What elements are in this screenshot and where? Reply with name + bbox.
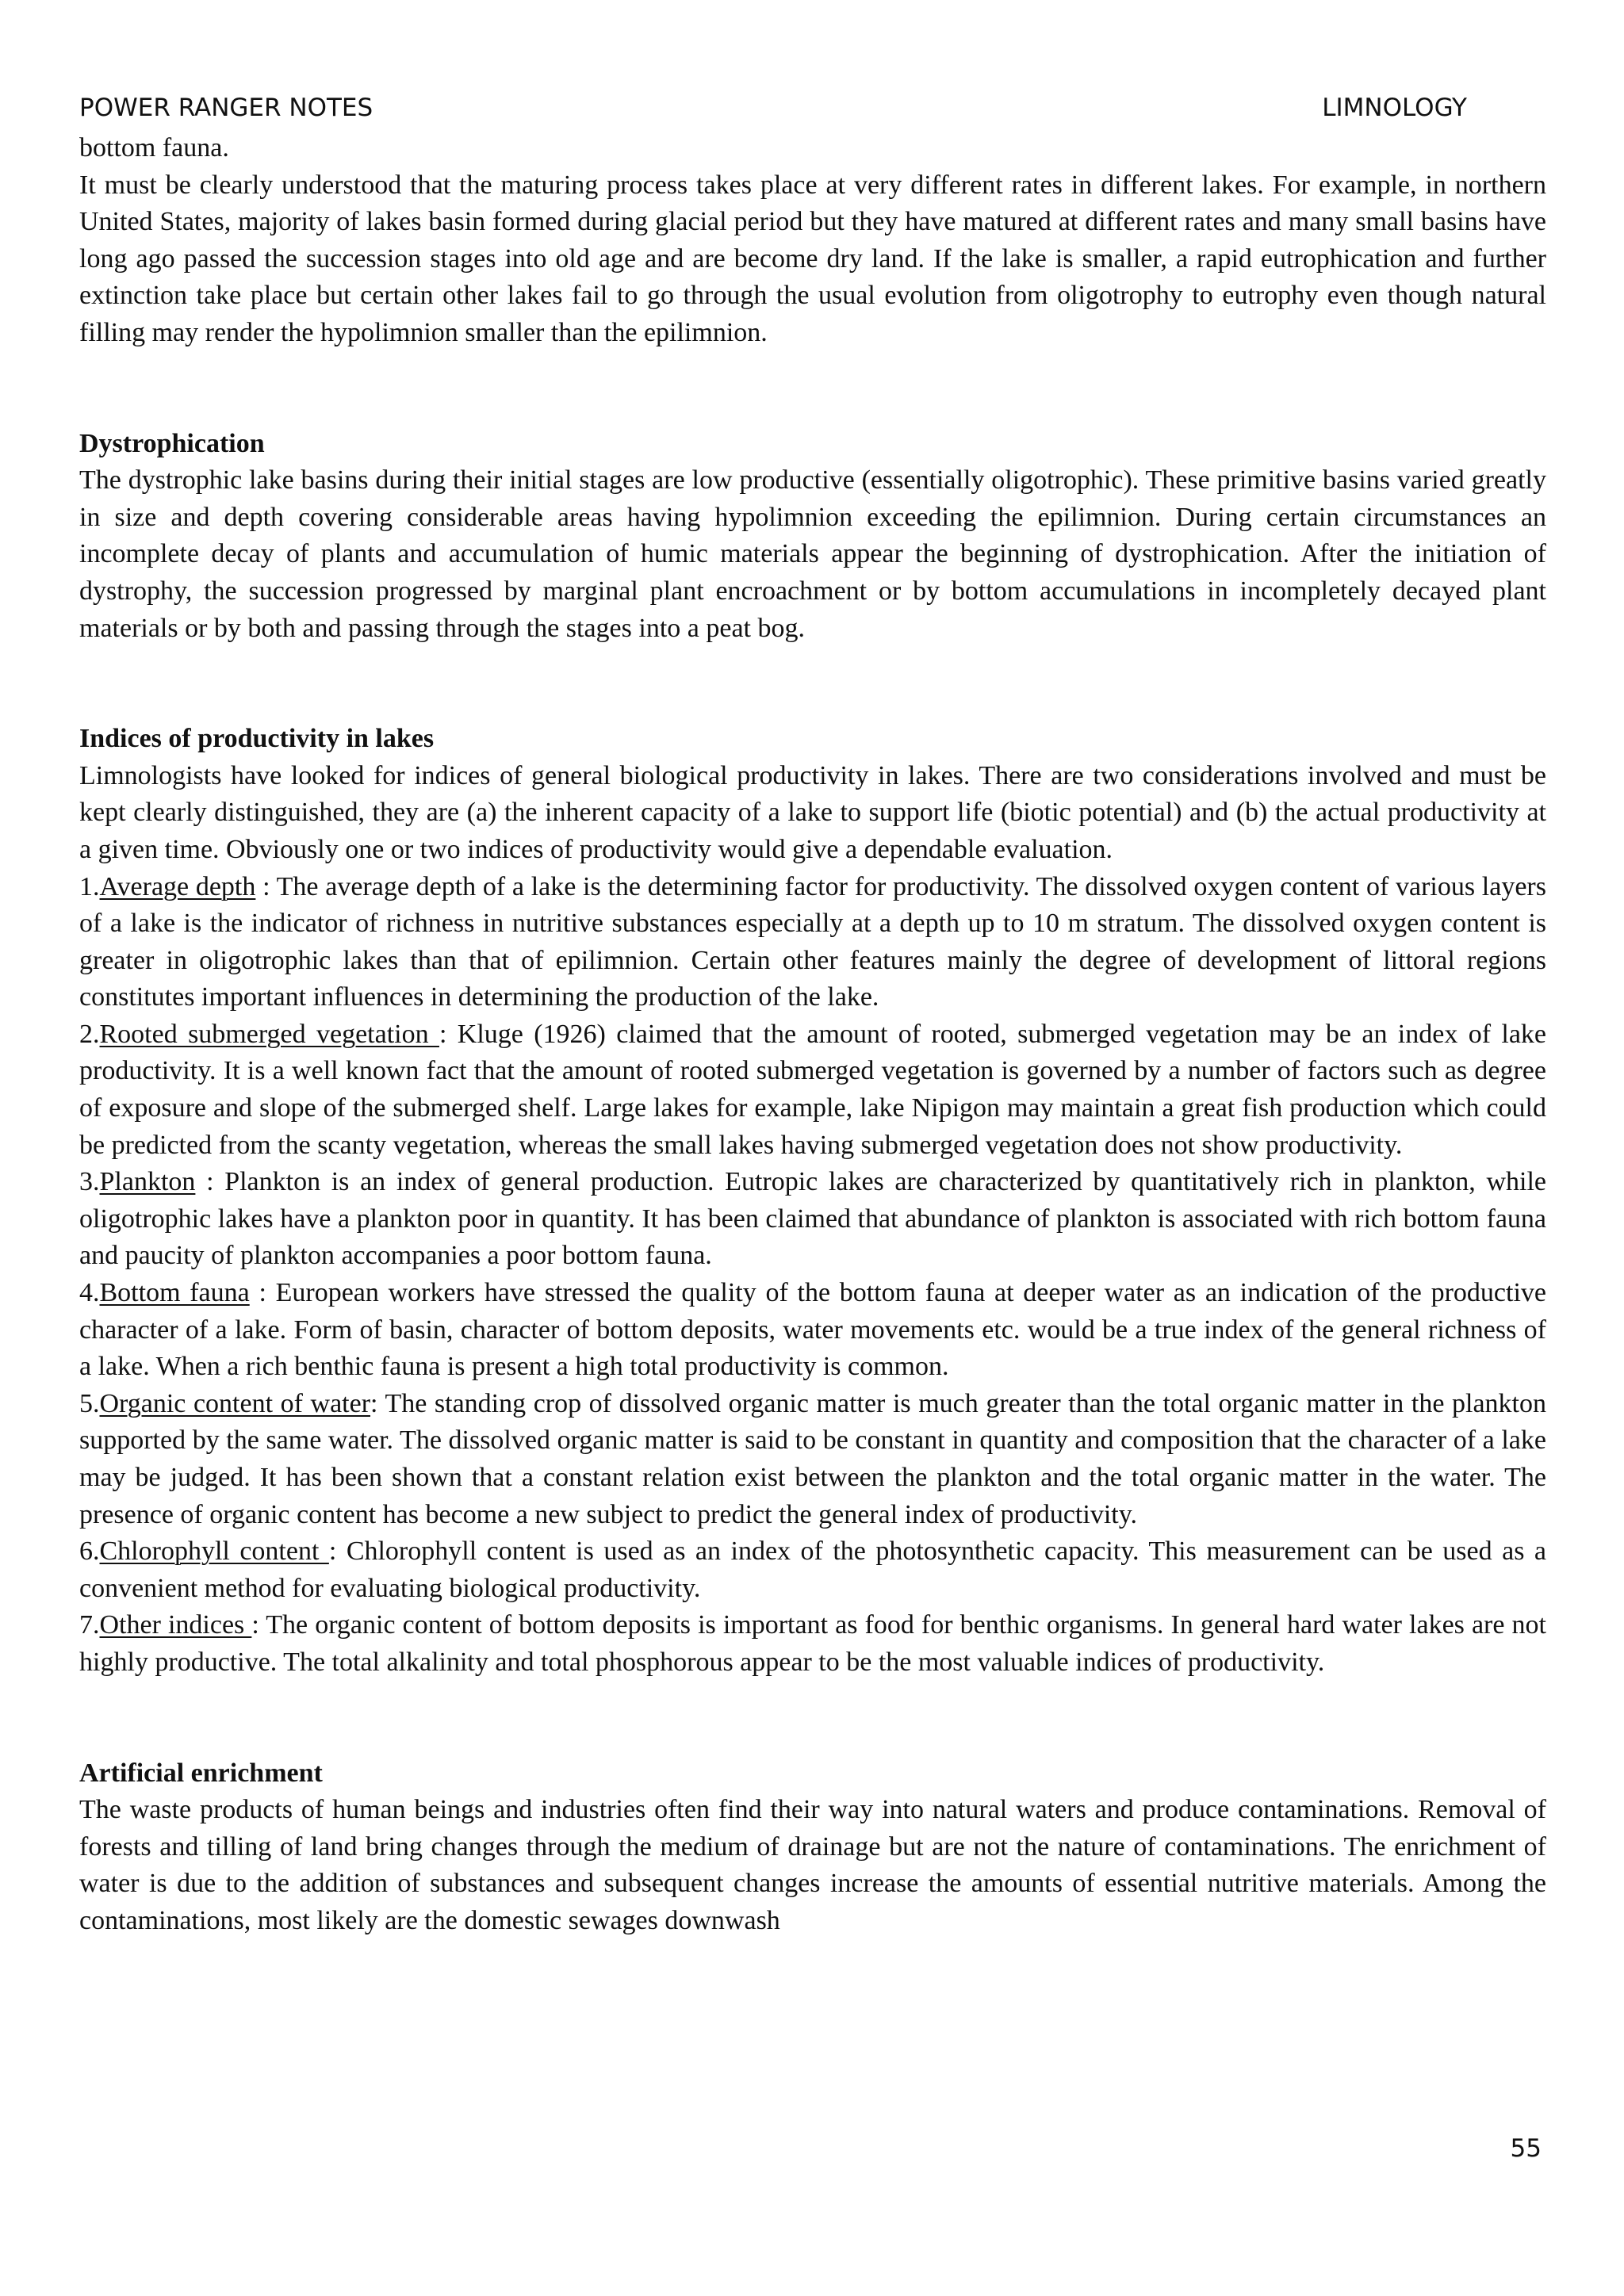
section-gap [79,1682,1546,1755]
page-header [79,94,1467,130]
header-left-title: POWER RANGER NOTES [79,94,373,122]
index-item-term: Rooted submerged vegetation [99,1019,439,1049]
index-item-text: European workers have stressed the quality of the bottom fauna at deeper water as an indication of the productive character of a lake. Form of basin, character of bottom deposits, water movements etc. would be a true index of the general richness of a lake. When a rich benthic fauna is present a high total productivity is common. [79,1278,1546,1382]
index-item-separator: : [439,1019,458,1049]
index-item-number: 1. [79,871,100,901]
index-item-bottom-fauna [79,1275,1546,1386]
indices-intro-paragraph: Limnologists have looked for indices of general biological productivity in lakes. There are two considerations involved and must be kept clearly distinguished, they are (a) the inherent capacity of a lake to support life (biotic potential) and (b) the actual productivity at a given time. Obviously one or two indices of productivity would give a dependable evaluation. [79,760,1546,864]
index-item-term: Average depth [99,871,256,901]
intro-paragraph-2: It must be clearly understood that the maturing process takes place at very different rates in different lakes. For example, in northern United States, majority of lakes basin formed during glacial period but they have matured at different rates and many small basins have long ago passed the succession stages into old age and are become dry land. If the lake is smaller, a rapid eutrophication and further extinction take place but certain other lakes fail to go through the usual evolution from oligotrophy to eutrophy even though natural filling may render the hypolimnion smaller than the epilimnion. [79,170,1546,347]
index-item-term: Bottom fauna [99,1278,250,1308]
index-item-separator: : [370,1388,385,1418]
index-item-separator: : [195,1167,225,1197]
index-item-number: 6. [79,1536,100,1567]
index-item-number: 4. [79,1278,100,1308]
index-item-chlorophyll [79,1533,1546,1607]
index-item-number: 7. [79,1610,100,1640]
index-item-term: Chlorophyll content [99,1536,329,1567]
index-item-text: The standing crop of dissolved organic matter is much greater than the total organic matter in the plankton supported by the same water. The dissolved organic matter is said to be constant in quantity and composition that the character of a lake may be judged. It has been shown that a constant relation exist between the plankton and the total organic matter in the water. The presence of organic content has become a new subject to predict the general index of productivity. [79,1388,1546,1529]
section-gap [79,352,1546,426]
index-item-organic-content [79,1386,1546,1533]
page-content [79,130,1546,1940]
index-item-separator: : [249,1278,276,1308]
intro-paragraph-1: bottom fauna. [79,133,229,163]
artificial-enrichment-paragraph: The waste products of human beings and industries often find their way into natural waters and produce contaminations. Removal of forests and tilling of land bring changes through the medium of drainage but are not the nature of contaminations. The enrichment of water is due to the addition of substances and subsequent changes increase the amounts of essential nutritive materials. Among the contaminations, most likely are the domestic sewages downwash [79,1795,1546,1935]
index-item-text: Kluge (1926) claimed that the amount of rooted, submerged vegetation may be an index of lake productivity. It is a well known fact that the amount of rooted submerged vegetation is governed by a number of factors such as degree of exposure and slope of the submerged shelf. Large lakes for example, lake Nipigon may maintain a great fish production which could be predicted from the scanty vegetation, whereas the small lakes having submerged vegetation does not show productivity. [79,1019,1547,1160]
index-item-text: Chlorophyll content is used as an index of the photosynthetic capacity. This measurement can be used as a convenient method for evaluating biological productivity. [79,1536,1546,1603]
index-item-separator: : [328,1536,347,1567]
index-item-separator: : [255,871,277,901]
index-item-average-depth [79,869,1546,1016]
dystrophication-heading: Dystrophication [79,428,265,458]
index-item-number: 2. [79,1019,100,1049]
index-item-plankton [79,1164,1546,1275]
dystrophication-paragraph: The dystrophic lake basins during their initial stages are low productive (essentially oligotrophic). These primitive basins varied greatly in size and depth covering considerable areas having hypolimnion exceeding the epilimnion. During certain circumstances an incomplete decay of plants and accumulation of humic materials appear the beginning of dystrophication. After the initiation of dystrophy, the succession progressed by marginal plant encroachment or by bottom accumulations in incompletely decayed plant materials or by both and passing through the stages into a peat bog. [79,465,1546,643]
index-item-other-indices [79,1607,1546,1681]
index-item-number: 3. [79,1167,100,1197]
artificial-enrichment-heading: Artificial enrichment [79,1758,323,1788]
page-number: 55 [1510,2134,1542,2163]
index-item-separator: : [251,1610,266,1640]
index-item-number: 5. [79,1388,100,1418]
index-item-term: Plankton [99,1167,196,1197]
header-right-title: LIMNOLOGY [1322,94,1467,122]
index-item-term: Other indices [99,1610,252,1640]
section-gap [79,647,1546,721]
index-item-text: The average depth of a lake is the determining factor for productivity. The dissolved oxygen content of various layers of a lake is the indicator of richness in nutritive substances especially at a depth up to 10 m stratum. The dissolved oxygen content is greater in oligotrophic lakes than that of epilimnion. Certain other features mainly the degree of development of littoral regions constitutes important influences in determining the production of the lake. [79,871,1546,1012]
indices-heading: Indices of productivity in lakes [79,724,435,754]
index-item-rooted-vegetation [79,1016,1546,1164]
index-item-term: Organic content of water [99,1388,371,1418]
index-item-text: The organic content of bottom deposits is important as food for benthic organisms. In general hard water lakes are not highly productive. The total alkalinity and total phosphorous appear to be the most valuable indices of productivity. [79,1610,1546,1677]
index-item-text: Plankton is an index of general production. Eutropic lakes are characterized by quantitatively rich in plankton, while oligotrophic lakes have a plankton poor in quantity. It has been claimed that abundance of plankton is associated with rich bottom fauna and paucity of plankton accompanies a poor bottom fauna. [79,1167,1546,1271]
